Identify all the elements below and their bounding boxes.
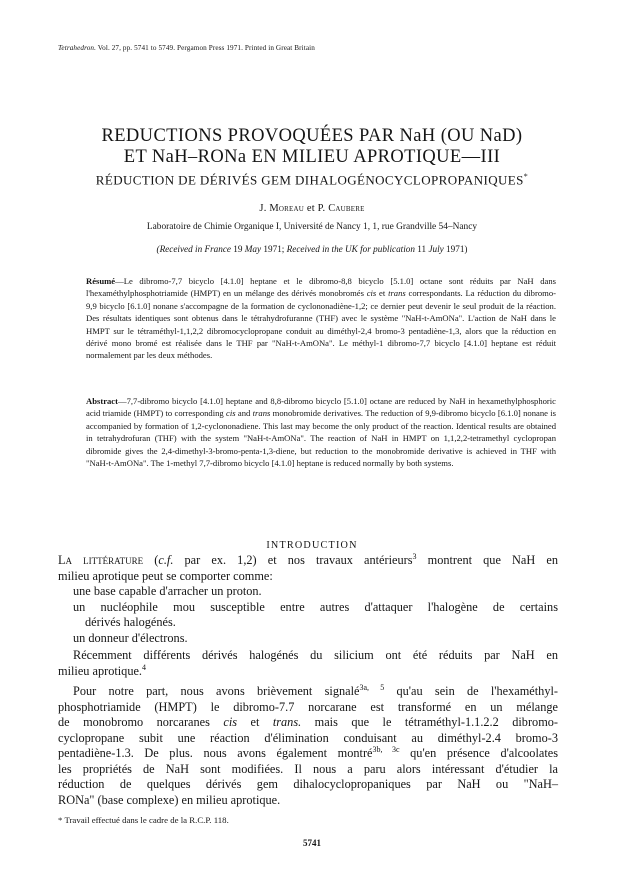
abstract-text-2: and [235,408,253,419]
author-conjunction: et [306,203,315,214]
intro-lead: La littérature [58,553,144,567]
intro-line: phosphotriamide (HMPT) le dibromo-7.7 norcarane est transformé en un mélange [58,699,558,714]
affiliation: Laboratoire de Chimie Organique I, Université de Nancy 1, 1, rue Grandville 54–Nancy [146,222,478,232]
intro-text: montrent que NaH en [416,553,559,567]
journal-details: Vol. 27, pp. 5741 to 5749. Pergamon Press 1971. Printed in Great Britain [97,44,315,52]
resume-paragraph [86,275,556,362]
subtitle [0,172,624,188]
intro-text: mais que le tétraméthyl-1.1.2.2 dibromo- [301,715,558,729]
resume-heading: Résumé [86,276,116,286]
resume-trans: trans [388,288,406,299]
list-item: un nucléophile mou susceptible entre autres d'attaquer l'halogène de certains [73,599,558,614]
abstract-cis: cis [226,408,236,419]
title-line-2: ET NaH–RONa EN MILIEU APROTIQUE—III [123,147,501,167]
received-part2: May [244,244,262,254]
author1-name: Moreau [269,203,305,214]
authors [0,203,624,214]
list-item: une base capable d'arracher un proton. [73,584,262,598]
received-date3: 11 [417,244,427,254]
author1-initial: J. [259,203,267,214]
intro-text: milieu aprotique. [58,663,143,678]
intro-text: et [237,715,273,729]
author2-name: Caubere [328,203,365,214]
running-head [58,44,315,52]
intro-line: milieu aprotique peut se comporter comme: [58,568,273,583]
intro-paragraph-1 [58,553,558,646]
page-number: 5741 [303,838,321,848]
resume-text-1: —Le dibromo-7,7 bicyclo [4.1.0] heptane et le dibromo-8,8 bicyclo [5.1.0] octane sont réduits par NaH dans l'hexaméthylphosphotriamide (HMPT) en un mélange des dérivés monobromés [86,276,556,299]
intro-text: de monobromo norcaranes [58,715,224,729]
intro-line: Récemment différents dérivés halogénés du silicium ont été réduits par NaH en [73,648,558,662]
journal-name: Tetrahedron. [58,44,97,52]
intro-trans: trans. [272,715,302,729]
intro-text: pentadiène-1.3. De plus. nous avons également montré [58,746,373,760]
intro-line [58,684,558,700]
section-heading: INTRODUCTION [266,540,358,551]
intro-line [58,715,558,731]
intro-line [58,553,558,569]
intro-text: qu'au sein de l'hexaméthyl- [384,684,558,698]
received-dates [0,244,624,254]
intro-cf: c.f. [158,553,174,567]
list-item: un donneur d'électrons. [73,630,188,645]
title-line-1: REDUCTIONS PROVOQUÉES PAR NaH (OU NaD) [101,126,523,146]
intro-text: par ex. 1,2) et nos travaux antérieurs [173,553,413,567]
resume-text-2: et [376,288,389,299]
abstract-text-3: monobromide derivatives. The reduction of 9,9-dibromo bicyclo [6.1.0] nonane is accompanied by formation of 1,2-cyclononadiene. This last may become the only product of the reaction. Identical results are obtained in tetrahydrofuran (THF) with the system "NaH-t-AmONa". The reaction of NaH in HMPT on 1,1,2,2-tetramethyl cyclopropan dibromide gives the 2,4-dimethyl-3-bromo-penta-1,3-diene, but reduction to the monobromide derivative is achieved in THF with "NaH-t-AmONa". The 1-methyl 7,7-dibromo bicyclo [4.1.0] heptane is reduced normally by both systems. [86,408,556,469]
received-date2: 1971; [263,244,285,254]
reference-mark: 3a, 5 [359,682,385,692]
intro-paragraph-3 [58,684,558,808]
abstract-paragraph [86,395,556,469]
intro-cis: cis [223,715,238,729]
intro-text: Pour notre part, nous avons brièvement signalé [73,684,360,698]
intro-line [58,664,558,680]
received-date1: 19 [233,244,243,254]
intro-line: RONa" (base complexe) en milieu aprotique. [58,792,281,807]
intro-text: qu'en présence d'alcoolates [399,746,558,760]
title-footnote-mark: * [523,172,529,181]
list-item-continuation: dérivés halogénés. [85,615,176,629]
reference-mark: 3 [412,551,417,561]
intro-paragraph-2 [58,648,558,679]
reference-mark: 3b, 3c [372,744,400,754]
abstract-trans: trans [252,408,271,419]
abstract-text-1: —7,7-dibromo bicyclo [4.1.0] heptane and 8,8-dibromo bicyclo [5.1.0] octane are reduced by NaH in hexamethylphosphoric acid triamide (HMPT) to corresponding [86,396,556,419]
received-part3: Received in the UK for publication [286,244,415,254]
resume-text-3: correspondants. La réduction du dibromo-9,9 bicyclo [6.1.0] nonane s'accompagne de la formation de cyclononadiène-1,2; ce dernier peut devenir le seul produit de la réaction. Des résultats identiques sont obtenus dans le tétrahydrofuranne (THF) avec le système "NaH-t-AmONa". L'action de NaH dans le HMPT sur le tétraméthyl-1,1,2,2 dibromocyclopropane conduit au diméthyl-2,4 bromo-3 pentadiène-1,3, alors que la réduction en dérivé mono bromé est réalisée dans le THF par "NaH-t-AmONa". Le méthyl-1 dibromo-7,7 bicyclo [4.1.0] heptane est réduit normalement par les deux méthodes. [86,288,556,361]
received-date4: 1971) [446,244,468,254]
footnote: * Travail effectué dans le cadre de la R.C.P. 118. [58,815,229,825]
intro-text: ( [143,553,159,567]
intro-line: cyclopropane subit une réaction d'élimination conduisant au diméthyl-2.4 bromo-3 [58,730,558,745]
reference-mark: 4 [142,662,147,672]
intro-line: les propriétés de NaH sont modifiées. Il nous a paru alors intéressant d'étudier la [58,761,558,776]
received-part1: (Received in France [156,244,231,254]
subtitle-text: RÉDUCTION DE DÉRIVÉS GEM DIHALOGÉNOCYCLOPROPANIQUES [95,172,524,188]
abstract-heading: Abstract [86,396,118,406]
received-part4: July [428,244,444,254]
author2-initial: P. [317,203,326,214]
resume-cis: cis [366,288,377,299]
intro-line [58,746,558,762]
intro-line: réduction de quelques dérivés gem dihalocyclopropaniques par NaH ou "NaH– [58,777,558,791]
